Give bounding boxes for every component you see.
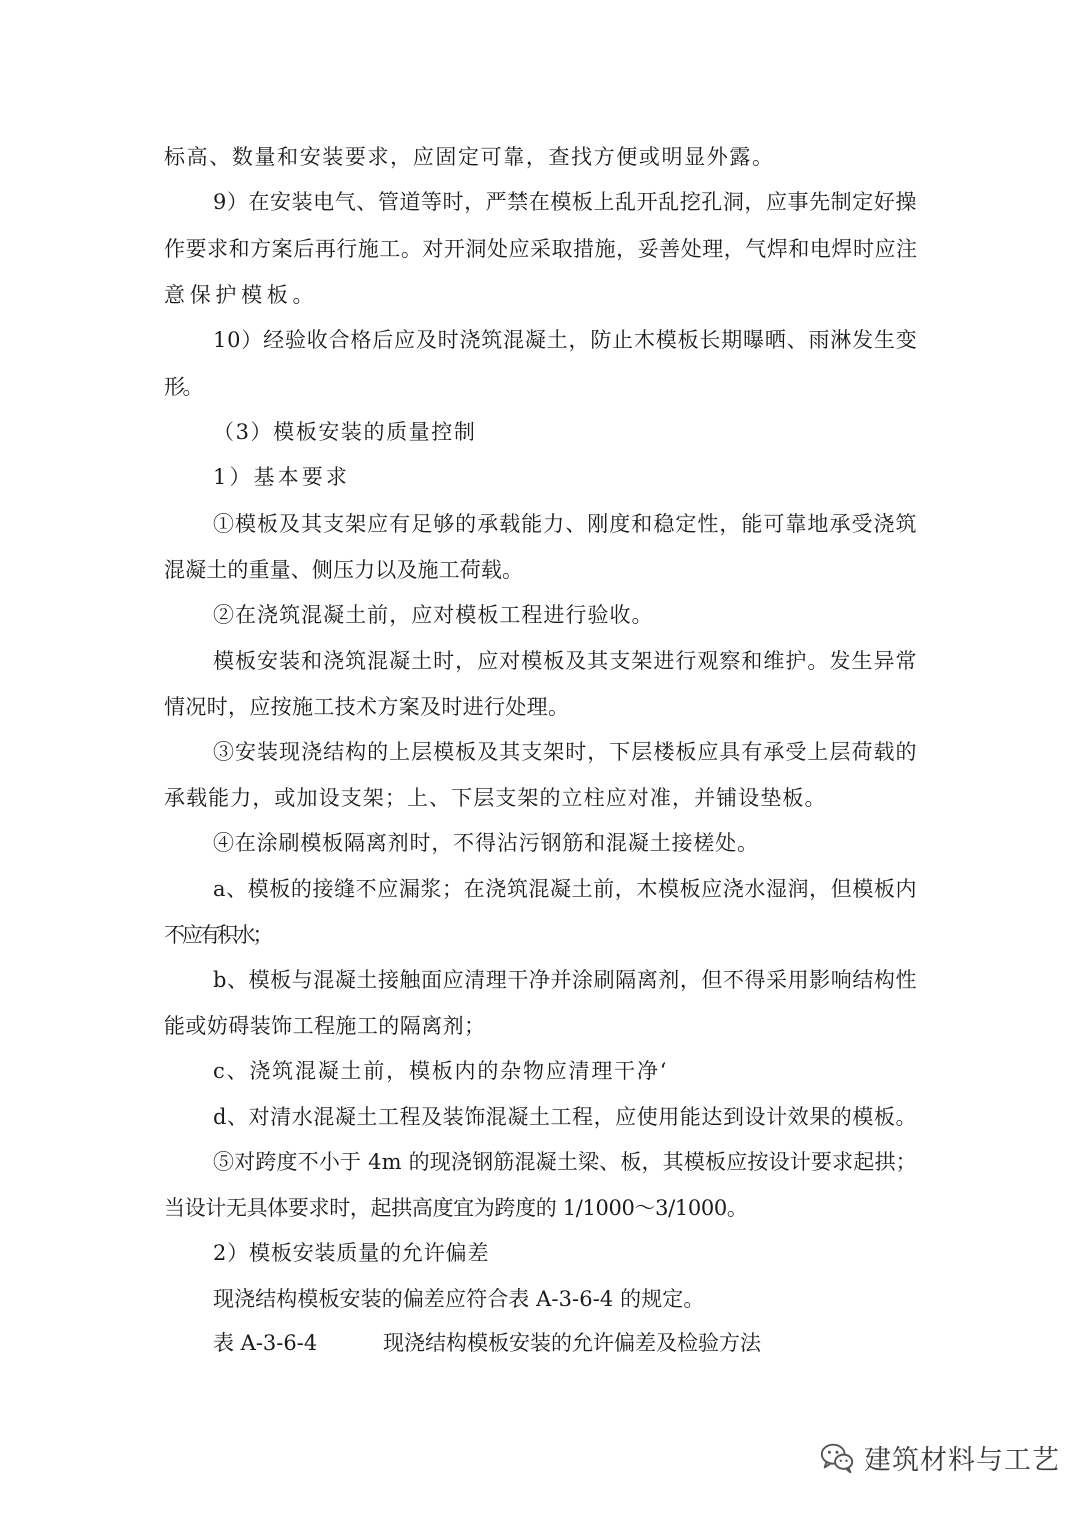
- text-line-12: 模板安装和浇筑混凝土时，应对模板及其支架进行观察和维护。发生异常: [213, 649, 918, 673]
- text-line-18: 不应有积水；: [164, 923, 271, 947]
- text-line-3: 作要求和方案后再行施工。对开洞处应采取措施，妥善处理，气焊和电焊时应注: [164, 237, 918, 261]
- text-line-22: d、对清水混凝土工程及装饰混凝土工程，应使用能达到设计效果的模板。: [213, 1105, 918, 1129]
- text-line-24: 当设计无具体要求时，起拱高度宜为跨度的 1/1000～3/1000。: [164, 1196, 748, 1220]
- table-caption-title: 现浇结构模板安装的允许偏差及检验方法: [383, 1331, 761, 1355]
- table-caption-label: 表 A-3-6-4: [213, 1331, 318, 1355]
- text-line-13: 情况时，应按施工技术方案及时进行处理。: [164, 695, 570, 719]
- text-line-21: c、浇筑混凝土前，模板内的杂物应清理干净‘: [213, 1059, 669, 1083]
- text-line-23: ⑤对跨度不小于 4m 的现浇钢筋混凝土梁、板，其模板应按设计要求起拱；: [213, 1150, 917, 1174]
- text-line-4: 意保护模板。: [164, 283, 319, 307]
- watermark: [818, 1432, 1060, 1482]
- subsection-heading-2: 2）模板安装质量的允许偏差: [213, 1241, 490, 1265]
- text-line-5: 10）经验收合格后应及时浇筑混凝土，防止木模板长期曝晒、雨淋发生变: [213, 328, 918, 352]
- text-line-14: ③安装现浇结构的上层模板及其支架时，下层楼板应具有承受上层荷载的: [213, 740, 918, 764]
- subsection-heading: 1）基本要求: [213, 465, 350, 489]
- section-heading: （3）模板安装的质量控制: [213, 420, 477, 444]
- text-line-11: ②在浇筑混凝土前，应对模板工程进行验收。: [213, 603, 654, 627]
- text-line-26: 现浇结构模板安装的偏差应符合表 A-3-6-4 的规定。: [213, 1287, 705, 1311]
- text-line-15: 承载能力，或加设支架；上、下层支架的立柱应对准，并铺设垫板。: [164, 786, 827, 810]
- text-line-10: 混凝土的重量、侧压力以及施工荷载。: [164, 558, 524, 582]
- text-line-1: 标高、数量和安装要求，应固定可靠，查找方便或明显外露。: [164, 145, 775, 169]
- text-line-20: 能或妨碍装饰工程施工的隔离剂；: [164, 1014, 486, 1038]
- text-line-6: 形。: [164, 375, 201, 399]
- text-line-19: b、模板与混凝土接触面应清理干净并涂刷隔离剂，但不得采用影响结构性: [213, 968, 918, 992]
- text-line-16: ④在涂刷模板隔离剂时，不得沾污钢筋和混凝土接槎处。: [213, 831, 759, 855]
- watermark-text: 建筑材料与工艺: [864, 1444, 1060, 1476]
- wechat-icon: [818, 1438, 856, 1476]
- text-line-17: a、模板的接缝不应漏浆；在浇筑混凝土前，木模板应浇水湿润，但模板内: [213, 877, 918, 901]
- text-line-9: ①模板及其支架应有足够的承载能力、刚度和稳定性，能可靠地承受浇筑: [213, 512, 918, 536]
- text-line-2: 9）在安装电气、管道等时，严禁在模板上乱开乱挖孔洞，应事先制定好操: [213, 190, 917, 214]
